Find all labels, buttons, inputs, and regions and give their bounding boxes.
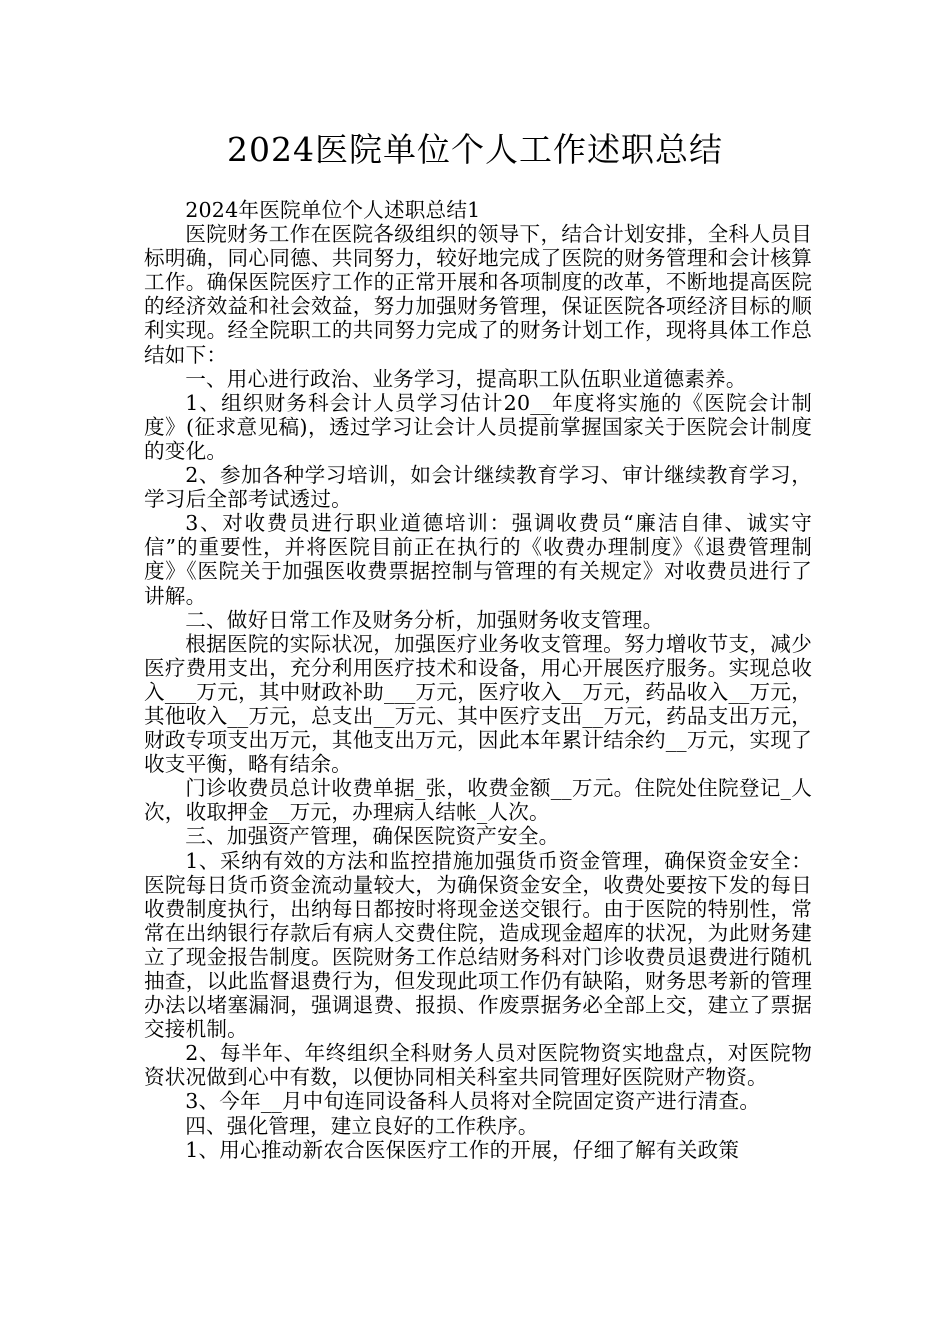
subtitle-paragraph: 2024年医院单位个人述职总结1 — [185, 198, 481, 222]
list-item-1-2: 2、参加各种学习培训，如会计继续教育学习、审计继续教育学习，学习后全部考试透过。 — [144, 463, 812, 512]
section-heading-4: 四、强化管理，建立良好的工作秩序。 — [185, 1113, 539, 1138]
section-heading-2: 二、做好日常工作及财务分析，加强财务收支管理。 — [185, 607, 664, 632]
intro-paragraph: 医院财务工作在医院各级组织的领导下，结合计划安排，全科人员目标明确，同心同德、共同努力，较好地完成了医院的财务管理和会计核算工作。确保医院医疗工作的正常开展和各项制度的改革，不断地提高医院的经济效益和社会效益，努力加强财务管理，保证医院各项经济目标的顺利实现。经全院职工的共同努力完成了的财务计划工作，现将具体工作总结如下： — [144, 222, 812, 367]
list-item-3-2: 2、每半年、年终组织全科财务人员对医院物资实地盘点，对医院物资状况做到心中有数，以便协同相关科室共同管理好医院财产物资。 — [144, 1041, 812, 1090]
list-item-3-3: 3、今年__月中旬连同设备科人员将对全院固定资产进行清查。 — [185, 1089, 761, 1114]
list-item-3-1: 1、采纳有效的方法和监控措施加强货币资金管理，确保资金安全：医院每日货币资金流动量较大，为确保资金安全，收费处要按下发的每日收费制度执行，出纳每日都按时将现金送交银行。由于医院的特别性，常常在出纳银行存款后有病人交费住院，造成现金超库的状况，为此财务建立了现金报告制度。医院财务工作总结财务科对门诊收费员退费进行随机抽查，以此监督退费行为，但发现此项工作仍有缺陷，财务思考新的管理办法以堵塞漏洞，强调退费、报损、作废票据务必全部上交，建立了票据交接机制。 — [144, 848, 812, 1042]
list-item-4-1: 1、用心推动新农合医保医疗工作的开展，仔细了解有关政策 — [185, 1137, 740, 1162]
cashier-paragraph: 门诊收费员总计收费单据_张，收费金额__万元。住院处住院登记_人次，收取押金__万元，办理病人结帐_人次。 — [144, 776, 812, 825]
list-item-1-3: 3、对收费员进行职业道德培训：强调收费员“廉洁自律、诚实守信”的重要性，并将医院目前正在执行的《收费办理制度》《退费管理制度》《医院关于加强医收费票据控制与管理的有关规定》对收费员进行了讲解。 — [144, 511, 812, 608]
section-heading-1: 一、用心进行政治、业务学习，提高职工队伍职业道德素养。 — [185, 366, 747, 391]
document-title: 2024医院单位个人工作述职总结 — [227, 130, 723, 169]
document-body — [144, 198, 812, 1162]
income-paragraph: 根据医院的实际状况，加强医疗业务收支管理。努力增收节支，减少医疗费用支出，充分利用医疗技术和设备，用心开展医疗服务。实现总收入___万元，其中财政补助___万元，医疗收入__万元，药品收入__万元，其他收入__万元，总支出__万元、其中医疗支出__万元，药品支出万元，财政专项支出万元，其他支出万元，因此本年累计结余约__万元，实现了收支平衡，略有结余。 — [144, 631, 812, 777]
section-heading-3: 三、加强资产管理，确保医院资产安全。 — [185, 824, 560, 849]
list-item-1-1: 1、组织财务科会计人员学习估计20__年度将实施的《医院会计制度》(征求意见稿)，透过学习让会计人员提前掌握国家关于医院会计制度的变化。 — [144, 390, 812, 463]
